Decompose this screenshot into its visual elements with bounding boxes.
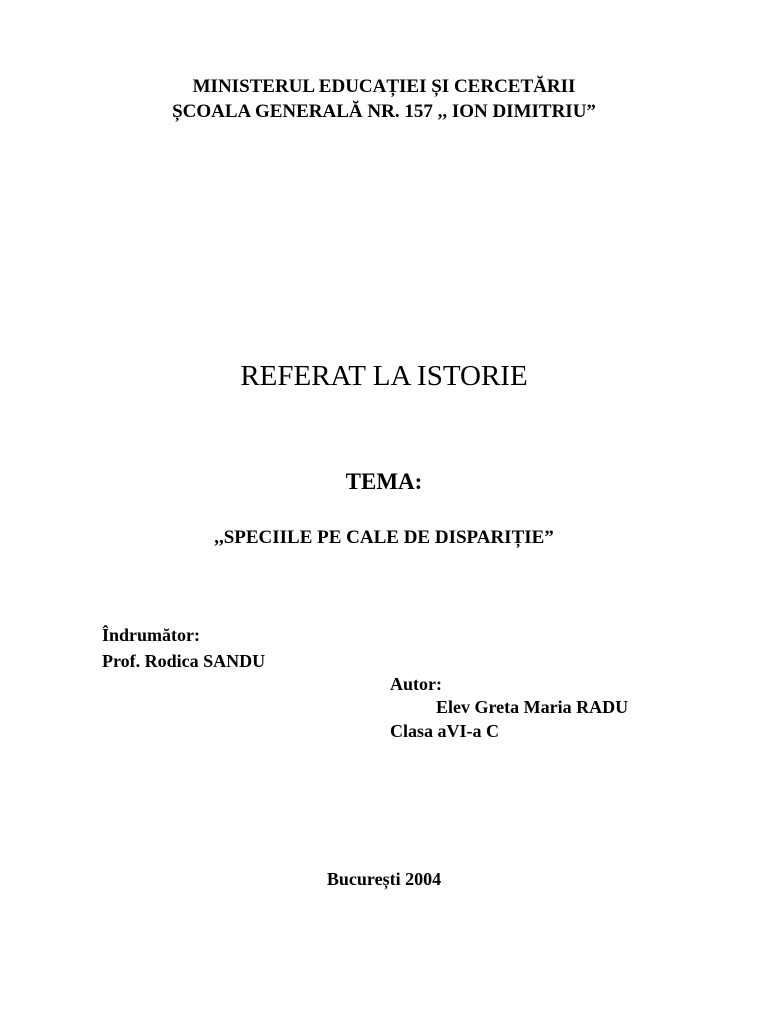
subject-title: ,,SPECIILE PE CALE DE DISPARIȚIE” — [214, 527, 554, 548]
coordinator-name: Prof. Rodica SANDU — [102, 651, 266, 671]
place-year: București 2004 — [326, 869, 442, 889]
school-heading: ȘCOALA GENERALĂ NR. 157 ,, ION DIMITRIU” — [172, 101, 596, 122]
author-name: Elev Greta Maria RADU — [436, 697, 629, 717]
tema-label: TEMA: — [345, 469, 423, 494]
ministry-heading: MINISTERUL EDUCAȚIEI ȘI CERCETĂRII — [192, 76, 576, 97]
document-title: REFERAT LA ISTORIE — [240, 360, 528, 392]
author-label: Autor: — [390, 674, 442, 694]
coordinator-label: Îndrumător: — [102, 625, 200, 645]
author-class: Clasa aVI-a C — [390, 721, 500, 741]
